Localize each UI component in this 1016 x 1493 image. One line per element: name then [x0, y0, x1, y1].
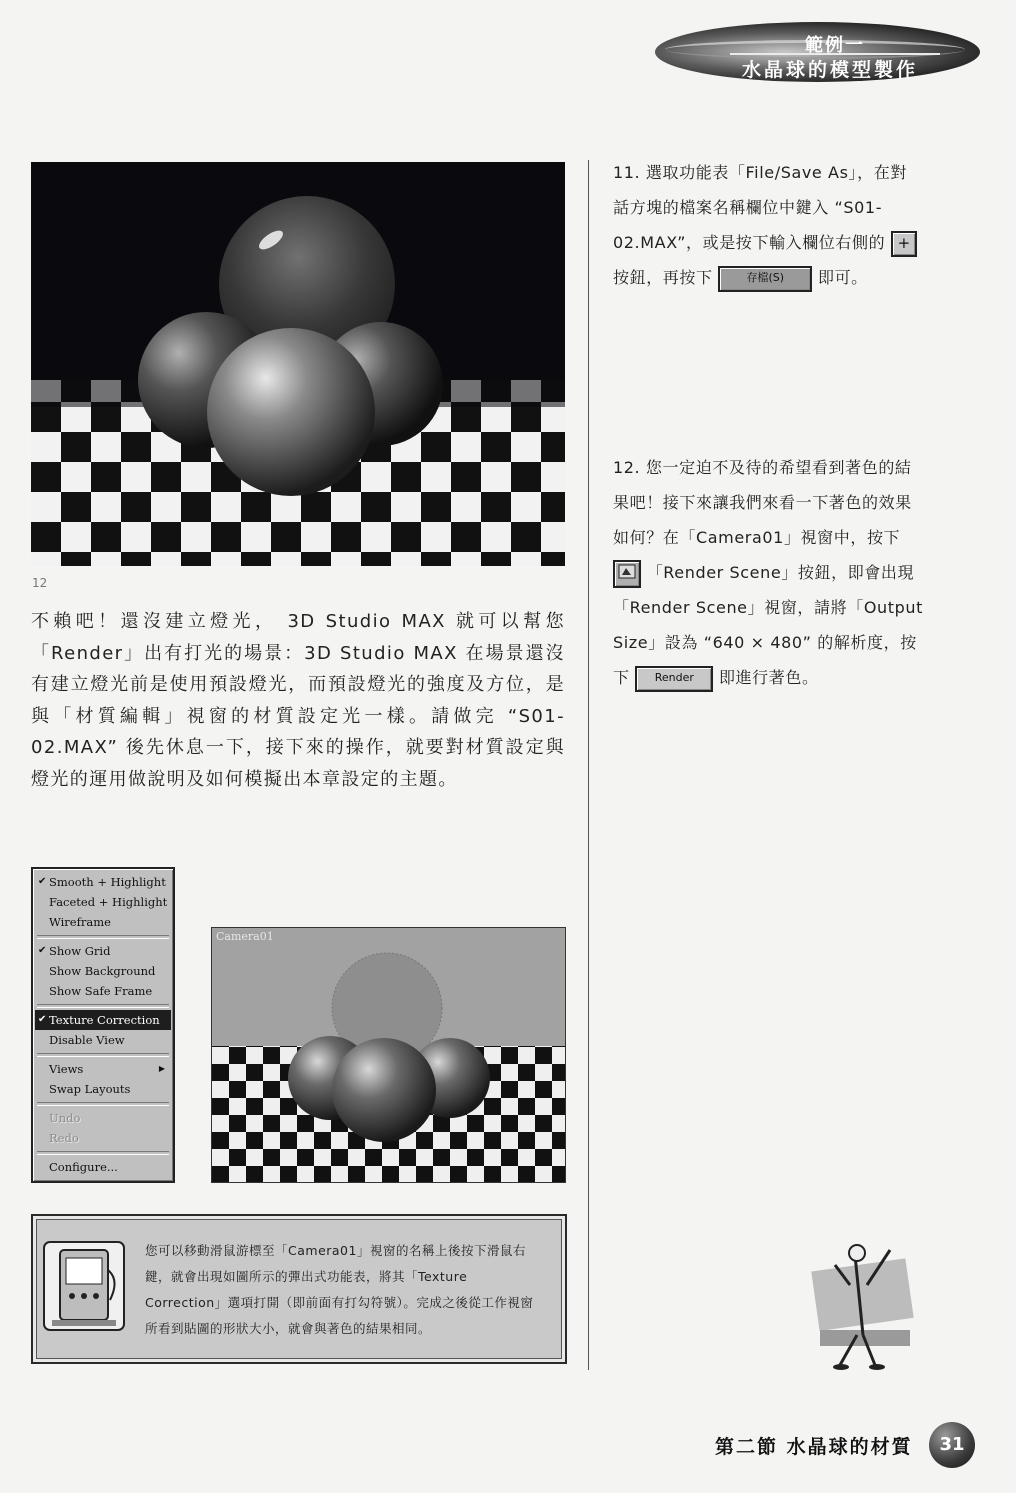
check-icon: ✔ — [38, 945, 47, 956]
column-divider — [588, 160, 589, 1370]
step-11-text: 11. 選取功能表「File/Save As」，在對話方塊的檔案名稱欄位中鍵入 “S01-02.MAX”，或是按下輸入欄位右側的 — [613, 163, 907, 252]
menu-separator — [37, 1102, 169, 1106]
step-11-text-2: 按鈕，再按下 — [613, 268, 713, 287]
menu-item-faceted-highlight[interactable]: Faceted + Highlight — [49, 895, 168, 909]
menu-item-smooth-highlight[interactable]: ✔ Smooth + Highlight — [35, 872, 171, 892]
step-11 — [613, 155, 923, 295]
menu-item-show-background[interactable]: Show Background — [49, 964, 156, 978]
step-12-text: 12. 您一定迫不及待的希望看到著色的結果吧！接下來讓我們來看一下著色的效果如何？在「Camera01」視窗中，按下 — [613, 458, 912, 547]
camera-viewport[interactable] — [211, 927, 566, 1183]
render-button[interactable]: Render — [635, 666, 713, 692]
menu-item-disable-view[interactable]: Disable View — [49, 1033, 125, 1047]
menu-separator — [37, 935, 169, 939]
render-scene-icon[interactable] — [613, 560, 641, 588]
save-button[interactable]: 存檔(S) — [718, 266, 812, 292]
menu-separator — [37, 1053, 169, 1057]
section-title: 第二節 水晶球的材質 — [715, 1436, 913, 1458]
tip-text: 您可以移動滑鼠游標至「Camera01」視窗的名稱上後按下滑鼠右鍵，就會出現如圖所示的彈出式功能表，將其「Texture Correction」選項打開（即前面有打勾符號）。完成之後從工作視窗所看到貼圖的形狀大小，就會與著色的結果相同。 — [145, 1243, 534, 1336]
menu-item-views[interactable]: Views ▶ — [35, 1059, 171, 1079]
step-12-text-3: 即進行著色。 — [718, 668, 819, 687]
menu-item-wireframe[interactable]: Wireframe — [49, 915, 111, 929]
menu-item-undo: Undo — [49, 1111, 81, 1125]
camera-viewport-label[interactable]: Camera01 — [216, 930, 274, 943]
menu-item-texture-correction[interactable]: ✔ Texture Correction — [35, 1010, 171, 1030]
chapter-label: 範例一 — [805, 35, 865, 56]
step-12 — [613, 450, 923, 695]
page-number: 31 — [929, 1422, 975, 1468]
menu-item-show-grid[interactable]: ✔ Show Grid — [35, 941, 171, 961]
menu-item-redo: Redo — [49, 1131, 79, 1145]
menu-item-configure[interactable]: Configure... — [49, 1160, 118, 1174]
check-icon: ✔ — [38, 876, 47, 887]
step-11-text-3: 即可。 — [817, 268, 868, 287]
viewport-context-menu — [31, 867, 175, 1183]
check-icon: ✔ — [38, 1014, 47, 1025]
menu-item-show-safe-frame[interactable]: Show Safe Frame — [49, 984, 153, 998]
menu-separator — [37, 1004, 169, 1008]
body-paragraph: 不賴吧！還沒建立燈光， 3D Studio MAX 就可以幫您「Render」出有打光的場景：3D Studio MAX 在場景還沒有建立燈光前是使用預設燈光，而預設燈光的強度及方位，是與「材質編輯」視窗的材質設定光一樣。請做完 “S01-02.MAX” 後先休息一下，接下來的操作，就要對材質設定與燈光的運用做說明及如何模擬出本章設定的主題。 — [31, 611, 565, 790]
mascot-illustration — [805, 1225, 915, 1373]
submenu-arrow-icon: ▶ — [158, 1064, 165, 1073]
menu-separator — [37, 1151, 169, 1155]
chapter-title: 水晶球的模型製作 — [741, 59, 918, 81]
menu-item-swap-layouts[interactable]: Swap Layouts — [49, 1082, 131, 1096]
figure-number: 12 — [32, 576, 48, 590]
step-12-text-2: 「Render Scene」按鈕，即會出現「Render Scene」視窗，請將「Output Size」設為 “640 × 480” 的解析度，按下 — [613, 563, 924, 687]
browse-plus-button[interactable]: + — [891, 231, 917, 257]
render-result-image — [31, 162, 565, 566]
tip-device-icon — [42, 1240, 126, 1332]
